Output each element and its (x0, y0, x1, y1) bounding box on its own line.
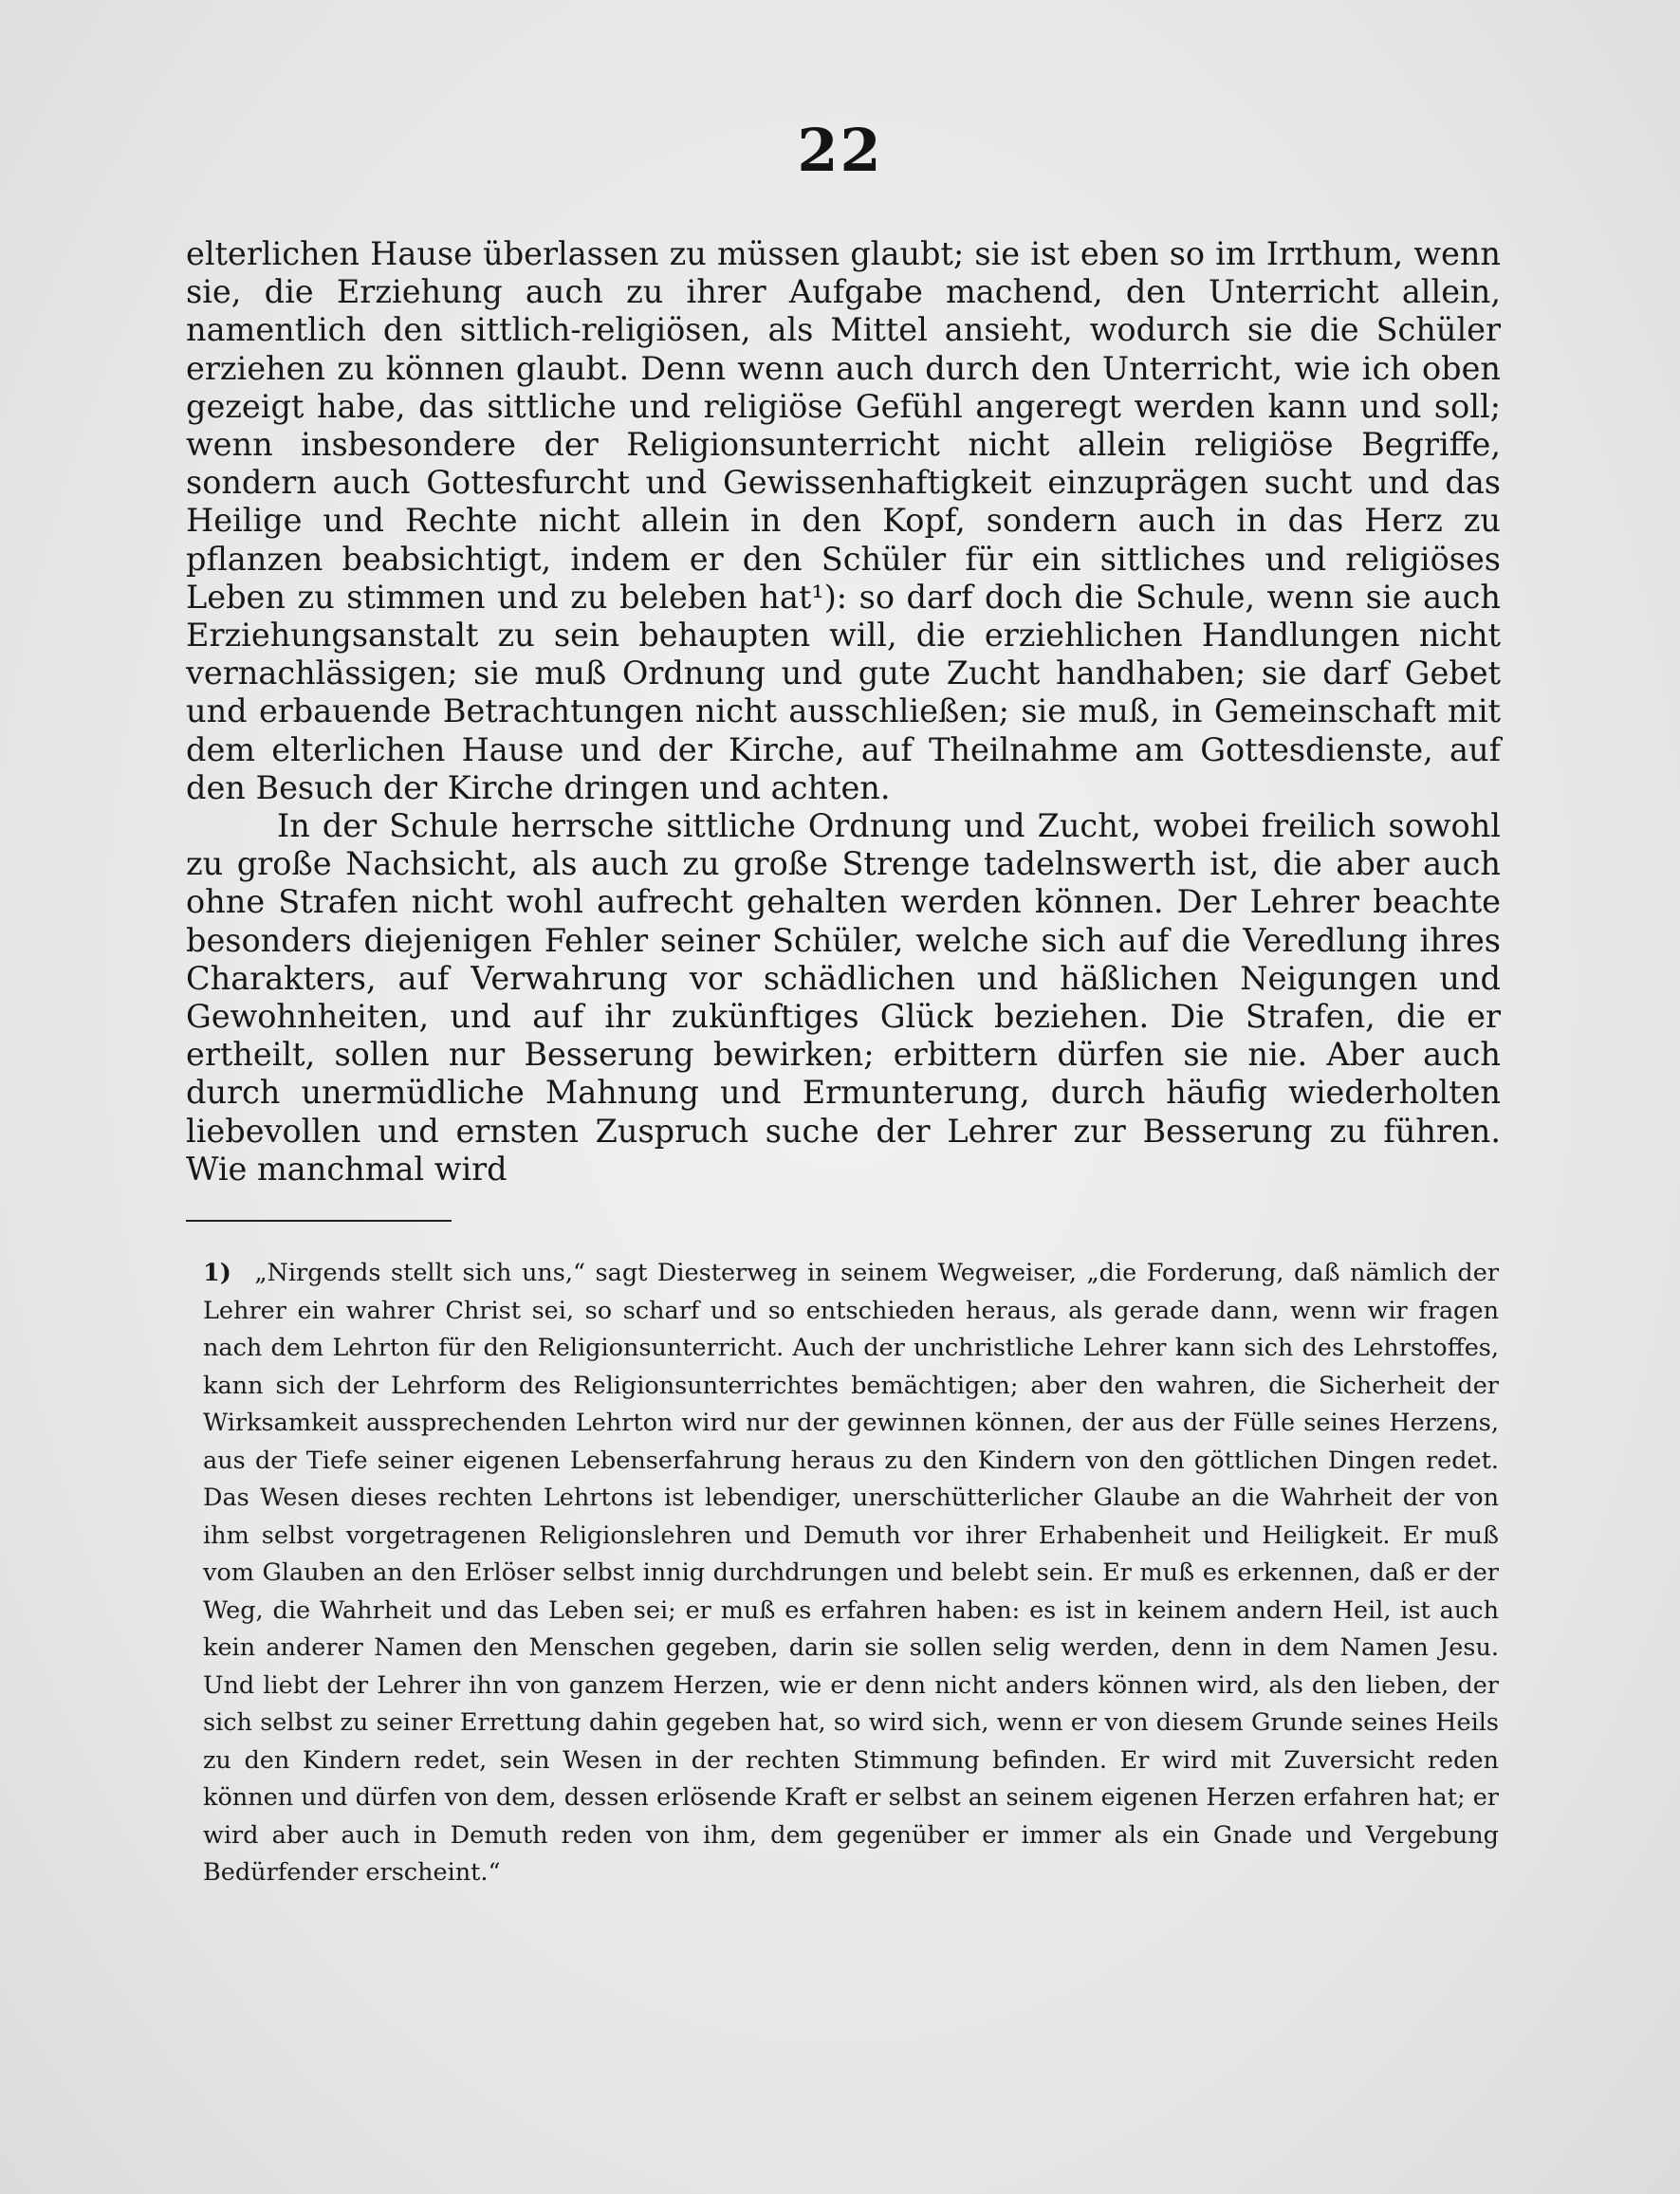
footnote-separator (186, 1220, 452, 1222)
footnote (203, 1255, 1499, 1892)
footnote-marker: 1) (203, 1259, 231, 1287)
main-text-block (186, 235, 1501, 1189)
footnote-text: „Nirgends stellt sich uns,“ sagt Diesterweg in seinem Wegweiser, „die Forderung, daß nämlich der Lehrer ein wahrer Christ sei, so scharf und so entschieden heraus, als gerade dann, wenn wir fragen nach dem Lehrton für den Religionsunterricht. Auch der unchristliche Lehrer kann sich des Lehrstoffes, kann sich der Lehrform des Religionsunterrichtes bemächtigen; aber den wahren, die Sicherheit der Wirksamkeit aussprechenden Lehrton wird nur der gewinnen können, der aus der Fülle seines Herzens, aus der Tiefe seiner eigenen Lebenserfahrung heraus zu den Kindern von den göttlichen Dingen redet. Das Wesen dieses rechten Lehrtons ist lebendiger, unerschütterlicher Glaube an die Wahrheit der von ihm selbst vorgetragenen Religionslehren und Demuth vor ihrer Erhabenheit und Heiligkeit. Er muß vom Glauben an den Erlöser selbst innig durchdrungen und belebt sein. Er muß es erkennen, daß er der Weg, die Wahrheit und das Leben sei; er muß es erfahren haben: es ist in keinem andern Heil, ist auch kein anderer Namen den Menschen gegeben, darin sie sollen selig werden, denn in dem Namen Jesu. Und liebt der Lehrer ihn von ganzem Herzen, wie er denn nicht anders können wird, als den lieben, der sich selbst zu seiner Errettung dahin gegeben hat, so wird sich, wenn er von diesem Grunde seines Heils zu den Kindern redet, sein Wesen in der rechten Stimmung befinden. Er wird mit Zuversicht reden können und dürfen von dem, dessen erlösende Kraft er selbst an seinem eigenen Herzen erfahren hat; er wird aber auch in Demuth reden von ihm, dem gegenüber er immer als ein Gnade und Vergebung Bedürfender erscheint.“ (203, 1259, 1500, 1887)
page-number: 22 (797, 116, 883, 185)
body-paragraph-1: elterlichen Hause überlassen zu müssen glaubt; sie ist eben so im Irrthum, wenn sie, die Erziehung auch zu ihrer Aufgabe machend, den Unterricht allein, namentlich den sittlich-religiösen, als Mittel ansieht, wodurch sie die Schüler erziehen zu können glaubt. Denn wenn auch durch den Unterricht, wie ich oben gezeigt habe, das sittliche und religiöse Gefühl angeregt werden kann und soll; wenn insbesondere der Religionsunterricht nicht allein religiöse Begriffe, sondern auch Gottesfurcht und Gewissenhaftigkeit einzuprägen sucht und das Heilige und Rechte nicht allein in den Kopf, sondern auch in das Herz zu pflanzen beabsichtigt, indem er den Schüler für ein sittliches und religiöses Leben zu stimmen und zu beleben hat¹): so darf doch die Schule, wenn sie auch Erziehungsanstalt zu sein behaupten will, die erziehlichen Handlungen nicht vernachlässigen; sie muß Ordnung und gute Zucht handhaben; sie darf Gebet und erbauende Betrachtungen nicht ausschließen; sie muß, in Gemeinschaft mit dem elterlichen Hause und der Kirche, auf Theilnahme am Gottesdienste, auf den Besuch der Kirche dringen und achten. (186, 235, 1501, 806)
body-paragraph-2: In der Schule herrsche sittliche Ordnung und Zucht, wobei freilich sowohl zu große Nachsicht, als auch zu große Strenge tadelnswerth ist, die aber auch ohne Strafen nicht wohl aufrecht gehalten werden können. Der Lehrer beachte besonders diejenigen Fehler seiner Schüler, welche sich auf die Veredlung ihres Charakters, auf Verwahrung vor schädlichen und häßlichen Neigungen und Gewohnheiten, und auf ihr zukünftiges Glück beziehen. Die Strafen, die er ertheilt, sollen nur Besserung bewirken; erbittern dürfen sie nie. Aber auch durch unermüdliche Mahnung und Ermunterung, durch häufig wiederholten liebevollen und ernsten Zuspruch suche der Lehrer zur Besserung zu führen. Wie manchmal wird (186, 807, 1501, 1188)
